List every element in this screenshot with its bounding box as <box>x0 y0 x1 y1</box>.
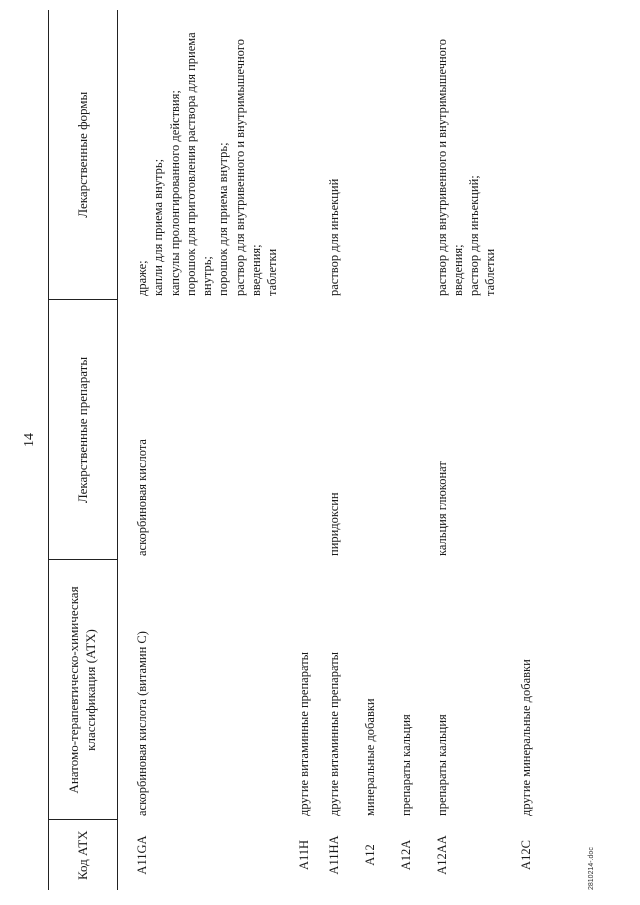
classification-cell: другие витаминные препараты <box>296 651 311 816</box>
forms-cell <box>362 10 398 300</box>
code-cell: A12 <box>362 844 377 866</box>
classification-cell: препараты кальция <box>434 714 449 816</box>
table-row <box>362 10 398 890</box>
classification-cell: другие минеральные добавки <box>518 659 533 816</box>
classification-cell: аскорбиновая кислота (витамин С) <box>135 631 149 816</box>
drug-cell <box>296 300 326 560</box>
table-row <box>398 10 434 890</box>
table-row <box>118 10 296 890</box>
header-classification: Анатомо-терапевтическо-химическая классификация (АТХ) <box>49 560 118 820</box>
forms-cell: драже; капли для приема внутрь; капсулы пролонгированного действия; порошок для приготовления раствора для приема внутрь; порошок для приема внутрь; раствор для внутривенного и внутримышечного введения; таблетки <box>135 32 279 296</box>
header-drugs: Лекарственные препараты <box>49 300 118 560</box>
classification-cell: препараты кальция <box>398 714 413 816</box>
code-cell: A11GA <box>135 835 149 875</box>
drug-cell: кальция глюконат <box>434 461 449 556</box>
header-row <box>49 10 118 890</box>
table-row <box>434 10 518 890</box>
header-code: Код АТХ <box>49 820 118 890</box>
code-cell: A11HA <box>326 835 341 875</box>
atx-table <box>48 10 548 890</box>
classification-cell: минеральные добавки <box>362 698 377 816</box>
forms-cell: раствор для внутривенного и внутримышечного введения; раствор для инъекций; таблетки <box>434 39 498 296</box>
forms-cell: раствор для инъекций <box>326 178 341 296</box>
drug-cell: пиридоксин <box>326 492 341 556</box>
forms-cell <box>398 10 434 300</box>
table-row <box>296 10 326 890</box>
classification-cell: другие витаминные препараты <box>326 651 341 816</box>
code-cell: A12C <box>518 840 533 870</box>
header-forms: Лекарственные формы <box>49 10 118 300</box>
code-cell: A11H <box>296 839 311 871</box>
footer-file-label: 2810214-.doc <box>588 847 595 890</box>
table-header <box>49 10 118 890</box>
drug-cell <box>362 300 398 560</box>
drug-cell <box>518 300 548 560</box>
code-cell: A12A <box>398 839 413 871</box>
code-cell: A12AA <box>434 835 449 875</box>
rotated-page <box>20 10 620 890</box>
forms-cell <box>518 10 548 300</box>
drug-cell: аскорбиновая кислота <box>135 439 149 556</box>
table-row <box>518 10 548 890</box>
table-row <box>326 10 362 890</box>
forms-cell <box>296 10 326 300</box>
drug-cell <box>398 300 434 560</box>
table-body <box>118 10 548 890</box>
page-number: 14 <box>22 433 37 447</box>
